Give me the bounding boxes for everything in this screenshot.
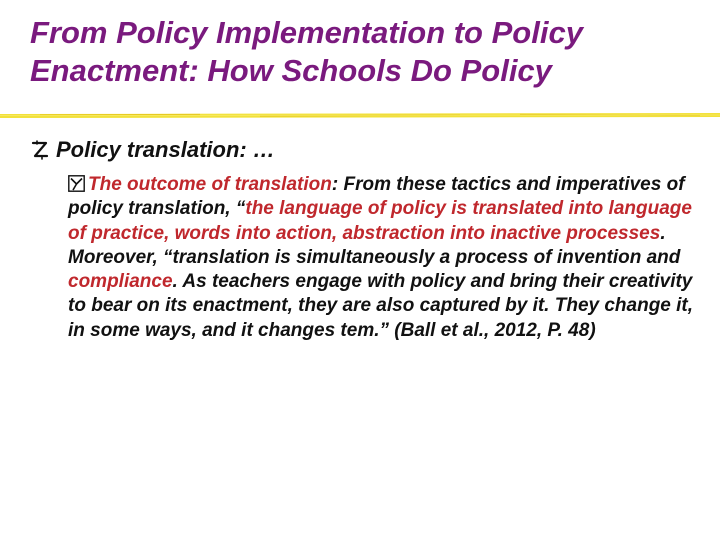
detail-quote: the language of policy is translated into language of practice, words into action, abstraction into inactive processes (68, 198, 692, 244)
z-shaped-bullet-icon (30, 139, 50, 161)
bullet-level-1 (30, 136, 275, 164)
heading-bullet-text: Policy translation: … (56, 137, 275, 162)
detail-compliance: compliance (68, 271, 173, 293)
slide-title (30, 14, 700, 90)
bullet-level-2 (68, 173, 708, 343)
detail-part-1: : From these tactics and imperatives of policy translation, “ (68, 174, 685, 220)
detail-label: The outcome of translation (88, 174, 332, 195)
detail-part-3: . As teachers engage with policy and bring their creativity to bear on its enactment, they are also captured by it. They change it, in some ways, and it changes tem.” (Ball et al., 2012, P. 48) (68, 271, 694, 341)
y-checkbox-bullet-icon (68, 175, 85, 192)
title-line-1: From Policy Implementation to Policy (30, 15, 583, 50)
detail-part-2: . Moreover, “translation is simultaneously a process of invention and (68, 222, 681, 268)
yellow-brush-divider (0, 110, 720, 120)
title-line-2: Enactment: How Schools Do Policy (30, 53, 552, 88)
